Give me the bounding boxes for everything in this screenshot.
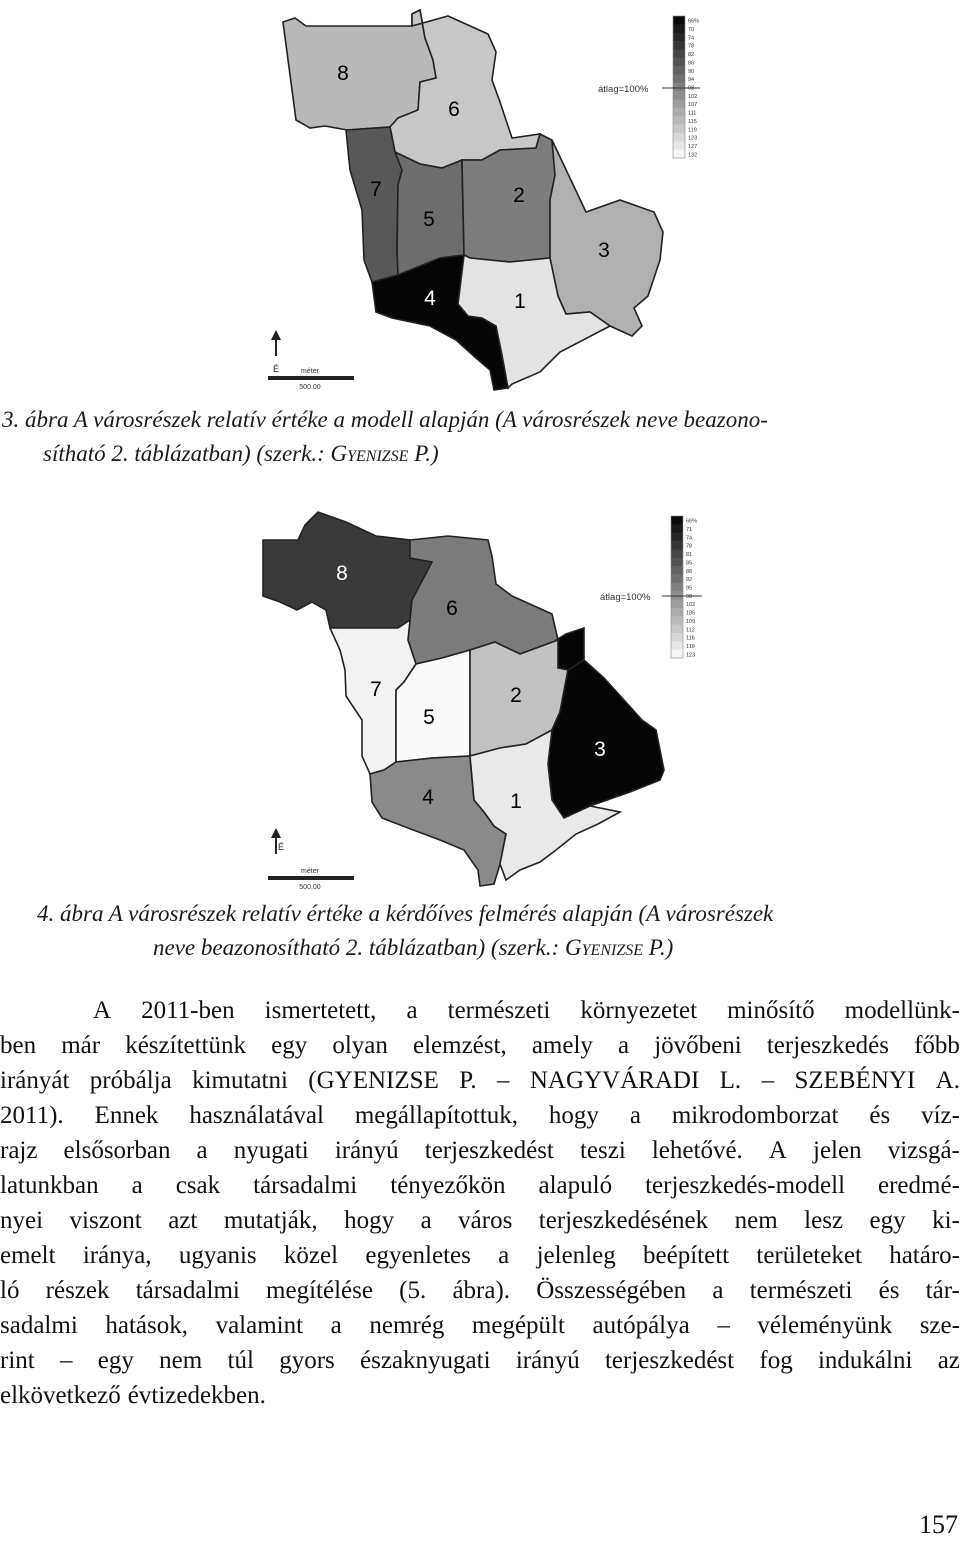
word: a [196, 1137, 208, 1164]
paragraph-line [0, 1312, 960, 1346]
word: minősítő [727, 997, 815, 1024]
word: (GYENIZSE [308, 1067, 439, 1094]
region-label-1: 1 [510, 790, 522, 813]
word: ismertetett, [264, 997, 377, 1024]
region-label-6: 6 [446, 597, 458, 620]
word: mikrodomborzat [671, 1102, 839, 1129]
scale-bar [268, 868, 354, 891]
word: iránya, [82, 1242, 152, 1269]
word: A. [935, 1067, 960, 1094]
legend-swatch [671, 541, 683, 550]
word: beépített [643, 1242, 730, 1269]
word: ben [0, 1032, 37, 1059]
legend-labels [688, 19, 699, 159]
caption-line-2 [43, 437, 439, 471]
legend-label: 115 [688, 118, 697, 125]
word: irányú [515, 1347, 580, 1374]
legend-label: 94 [688, 77, 695, 84]
word: elkövetkező [0, 1382, 121, 1409]
legend-label: 119 [688, 127, 697, 134]
legend-label: 119 [686, 643, 695, 650]
legend-swatch [671, 549, 683, 558]
word: – [717, 1312, 730, 1339]
word: tényezőkön [390, 1172, 506, 1199]
word: viszont [69, 1207, 142, 1234]
word: lesz [804, 1207, 844, 1234]
word: társadalmi [135, 1277, 240, 1304]
legend-swatches [673, 16, 685, 158]
region-label-2: 2 [513, 184, 525, 207]
legend-swatch [673, 91, 685, 100]
word: sze- [919, 1312, 960, 1339]
word: évtizedekben. [127, 1382, 266, 1409]
legend-label: 85 [686, 560, 693, 567]
legend-swatch [671, 625, 683, 634]
region-label-7: 7 [370, 678, 382, 701]
word: vizsgá- [887, 1137, 960, 1164]
word: egy [97, 1347, 134, 1374]
legend-swatch [671, 516, 683, 525]
word: jelenleg [536, 1242, 616, 1269]
word: és [878, 1277, 900, 1304]
legend-swatch [671, 533, 683, 542]
word: közel [283, 1242, 339, 1269]
paragraph-line [0, 1347, 960, 1381]
word: elsősorban [63, 1137, 171, 1164]
caption-text-end: P.) [642, 935, 674, 960]
word: készítettünk [125, 1032, 247, 1059]
legend-label: 86 [688, 60, 695, 67]
word: a [618, 1032, 630, 1059]
word: túl [227, 1347, 254, 1374]
word: város [458, 1207, 513, 1234]
paragraph-line [0, 1382, 960, 1416]
legend-label: 71 [686, 527, 693, 534]
region-label-4: 4 [424, 287, 436, 310]
caption-line-1: 3. ábra A városrészek relatív értéke a modell alapján (A városrészek neve beazono- [2, 407, 768, 432]
region-label-8: 8 [337, 62, 349, 85]
legend-label: 109 [686, 618, 696, 625]
legend-swatch [673, 58, 685, 67]
legend-swatch [673, 108, 685, 117]
word: használatával [189, 1102, 324, 1129]
legend-label: 74 [688, 35, 695, 42]
scale-unit: méter [301, 368, 319, 375]
legend-swatch [673, 24, 685, 33]
paragraph-line [0, 1102, 960, 1136]
word: valamint [215, 1312, 304, 1339]
word: ki- [932, 1207, 960, 1234]
legend-swatch [673, 116, 685, 125]
word: egyenletes [365, 1242, 471, 1269]
legend-label: 123 [686, 652, 696, 659]
scale-unit: méter [301, 868, 319, 875]
region-label-7: 7 [370, 178, 382, 201]
region-3 [548, 660, 664, 818]
word: csak [175, 1172, 221, 1199]
word: amely [531, 1032, 593, 1059]
legend-label: 66% [688, 18, 700, 25]
legend-label: 127 [688, 143, 698, 150]
legend-label: 102 [686, 602, 696, 609]
word: természeti [749, 1277, 853, 1304]
legend-label: 112 [686, 627, 695, 634]
word: a [406, 997, 418, 1024]
word: megítélése [266, 1277, 373, 1304]
legend-label: 98 [688, 85, 695, 92]
word: terjeszkedésének [538, 1207, 709, 1234]
legend-swatch [673, 49, 685, 58]
word: rint [0, 1347, 35, 1374]
legend-label: 123 [688, 135, 698, 142]
word: a [420, 1207, 432, 1234]
word: (5. [399, 1277, 427, 1304]
word: egy [271, 1032, 308, 1059]
paragraph-line [0, 1137, 960, 1171]
word: megállapítottuk, [354, 1102, 519, 1129]
legend-swatch [673, 66, 685, 75]
word: emelt [0, 1242, 56, 1269]
word: víz- [921, 1102, 960, 1129]
word: lehetővé. [651, 1137, 743, 1164]
legend-label: 78 [686, 543, 693, 550]
word: északnyugati [360, 1347, 491, 1374]
legend-swatch [671, 583, 683, 592]
word: már [61, 1032, 101, 1059]
word: Összességében [536, 1277, 687, 1304]
word: gyors [279, 1347, 335, 1374]
word: irányát [0, 1067, 70, 1094]
legend-swatch [673, 74, 685, 83]
north-label: É [272, 364, 280, 374]
word: autópálya [592, 1312, 690, 1339]
region-label-3: 3 [598, 239, 610, 262]
word: jövőbeni [654, 1032, 742, 1059]
legend-label: 82 [688, 52, 695, 59]
scale-value: 500.00 [299, 384, 321, 391]
word: véleményünk [757, 1312, 893, 1339]
legend-swatch [673, 150, 685, 159]
legend-label: 102 [688, 93, 698, 100]
legend-label: 116 [686, 635, 695, 642]
legend-label: 70 [688, 27, 695, 34]
legend-swatch [673, 16, 685, 25]
word: terjeszkedés [766, 1032, 889, 1059]
paragraph-line [0, 1067, 960, 1101]
caption-line-2 [153, 931, 673, 965]
legend-swatch [671, 600, 683, 609]
legend [600, 516, 702, 658]
word: modellünk- [844, 997, 960, 1024]
word: NAGYVÁRADI [529, 1067, 700, 1094]
legend-swatch [671, 633, 683, 642]
scale-value: 500.00 [299, 884, 321, 891]
word: 2011-ben [141, 997, 235, 1024]
word: a [330, 1312, 342, 1339]
word: határo- [889, 1242, 960, 1269]
word: területeket [756, 1242, 862, 1269]
word: azt [168, 1207, 198, 1234]
legend-swatch [671, 616, 683, 625]
legend-label: 78 [688, 43, 695, 50]
region-3 [550, 140, 663, 336]
word: 2011). [0, 1102, 64, 1129]
word: próbálja [89, 1067, 172, 1094]
region-label-8: 8 [336, 562, 348, 585]
legend-swatch [671, 574, 683, 583]
legend-label: 90 [688, 68, 695, 75]
word: hatások, [105, 1312, 188, 1339]
region-label-2: 2 [510, 684, 522, 707]
word: ugyanis [178, 1242, 257, 1269]
paragraph-line [0, 1242, 960, 1276]
north-arrow [271, 330, 281, 374]
legend-average-label: átlag=100% [600, 592, 651, 603]
caption-text: sítható 2. táblázatban) (szerk.: G [43, 441, 348, 466]
word: hogy [344, 1207, 395, 1234]
word: olyan [332, 1032, 388, 1059]
legend-swatch [671, 558, 683, 567]
caption-text-end: P.) [408, 441, 439, 466]
paragraph-line [0, 1277, 960, 1311]
word: részek [45, 1277, 110, 1304]
legend-label: 95 [686, 585, 693, 592]
legend-swatch [673, 125, 685, 134]
region-label-5: 5 [423, 706, 435, 729]
word: terjeszkedést [424, 1137, 554, 1164]
word: terjeszkedés-modell [645, 1172, 846, 1199]
word: fog [759, 1347, 793, 1374]
word: terjeszkedést [604, 1347, 735, 1374]
legend-swatch [671, 650, 683, 659]
word: a [498, 1242, 510, 1269]
legend-label: 74 [686, 535, 693, 542]
caption-author-smallcaps: yenizse [581, 935, 643, 960]
word: környezetet [580, 997, 698, 1024]
region-label-6: 6 [448, 98, 460, 121]
north-label: É [278, 842, 285, 852]
word: megépült [471, 1312, 565, 1339]
legend-swatches [671, 516, 683, 658]
word: – [60, 1347, 73, 1374]
legend-label: 88 [686, 568, 693, 575]
word: nyei [0, 1207, 44, 1234]
legend-swatch [671, 641, 683, 650]
legend-swatch [671, 566, 683, 575]
word: főbb [914, 1032, 960, 1059]
word: tár- [925, 1277, 960, 1304]
region-label-5: 5 [423, 208, 435, 231]
word: a [712, 1277, 724, 1304]
legend-label: 92 [686, 577, 693, 584]
legend-labels [686, 519, 697, 659]
word: és [869, 1102, 891, 1129]
legend-swatch [673, 33, 685, 42]
word: ábra). [452, 1277, 511, 1304]
word: az [937, 1347, 960, 1374]
legend-swatch [673, 141, 685, 150]
legend-label: 111 [688, 110, 697, 117]
word: jelen [813, 1137, 862, 1164]
legend-average-label: átlag=100% [598, 84, 649, 95]
word: teszi [579, 1137, 626, 1164]
paragraph-line [0, 1207, 960, 1241]
legend-swatch [673, 83, 685, 92]
word: Ennek [94, 1102, 159, 1129]
word: alapuló [538, 1172, 613, 1199]
word: ló [0, 1277, 20, 1304]
word: L. [719, 1067, 742, 1094]
word: rajz [0, 1137, 38, 1164]
region-6 [408, 536, 558, 664]
word: egy [869, 1207, 906, 1234]
legend-label: 81 [686, 552, 693, 559]
word: természeti [447, 997, 551, 1024]
legend-label: 132 [688, 152, 698, 159]
word: latunkban [0, 1172, 99, 1199]
word: hogy [548, 1102, 599, 1129]
map-regions [263, 512, 664, 886]
word: irányú [334, 1137, 399, 1164]
paragraph-line [0, 1032, 960, 1066]
legend-swatch [671, 524, 683, 533]
word: – [761, 1067, 775, 1094]
word: A [93, 997, 112, 1024]
word: kimutatni [192, 1067, 288, 1094]
word: A [768, 1137, 787, 1164]
caption-author-smallcaps: yenizse [347, 441, 409, 466]
word: nem [159, 1347, 203, 1374]
region-7 [346, 127, 402, 282]
legend-swatch [673, 100, 685, 109]
north-arrow [271, 828, 284, 854]
figure-4-map [0, 500, 960, 900]
word: a [629, 1102, 641, 1129]
word: nemrég [369, 1312, 445, 1339]
page-number: 157 [919, 1510, 958, 1539]
word: sadalmi [0, 1312, 78, 1339]
paragraph-line [93, 997, 960, 1031]
legend-label: 66% [686, 518, 698, 525]
word: elemzést, [413, 1032, 507, 1059]
word: eredmé- [878, 1172, 960, 1199]
word: P. [459, 1067, 477, 1094]
word: társadalmi [253, 1172, 358, 1199]
paragraph-line [0, 1172, 960, 1206]
region-label-1: 1 [514, 290, 526, 313]
word: – [496, 1067, 510, 1094]
legend-swatch [673, 41, 685, 50]
caption-line-1: 4. ábra A városrészek relatív értéke a kérdőíves felmérés alapján (A városrészek [37, 901, 774, 926]
legend-label: 98 [686, 593, 693, 600]
region-label-3: 3 [594, 738, 606, 761]
legend [598, 16, 700, 158]
word: SZEBÉNYI [794, 1067, 916, 1094]
word: nem [734, 1207, 778, 1234]
legend-swatch [673, 133, 685, 142]
legend-label: 107 [688, 102, 698, 109]
figure-3-map [0, 0, 960, 400]
word: mutatják, [223, 1207, 318, 1234]
word: a [131, 1172, 143, 1199]
scale-bar [268, 368, 354, 391]
word: nyugati [233, 1137, 309, 1164]
caption-text: neve beazonosítható 2. táblázatban) (szerk.: G [153, 935, 582, 960]
legend-swatch [671, 608, 683, 617]
region-label-4: 4 [422, 786, 434, 809]
word: indukálni [817, 1347, 913, 1374]
legend-label: 105 [686, 610, 696, 617]
